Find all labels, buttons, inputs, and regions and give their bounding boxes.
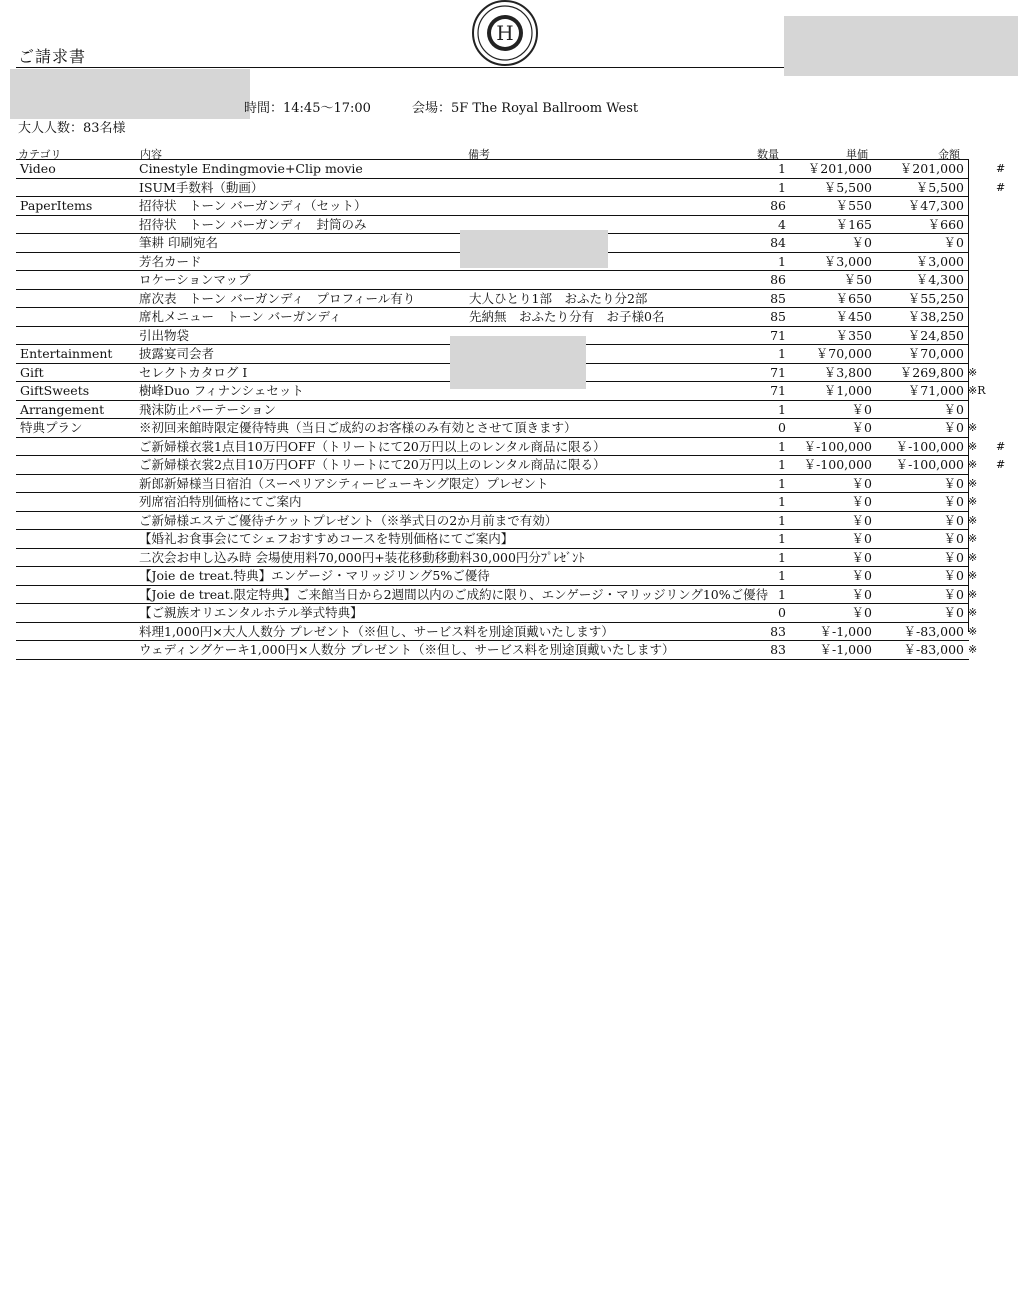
quantity-cell: 71	[770, 364, 786, 380]
remark-mark: ※	[968, 569, 978, 582]
remark-mark: ※	[968, 532, 978, 545]
category-cell: Entertainment	[20, 346, 113, 361]
unit-price-cell: ￥650	[835, 290, 872, 306]
quantity-cell: 1	[778, 438, 786, 454]
table-row	[16, 586, 978, 605]
table-row	[16, 290, 969, 309]
hash-mark: #	[996, 180, 1006, 194]
hash-mark: #	[996, 439, 1006, 453]
unit-price-cell: ￥165	[835, 216, 872, 232]
unit-price-cell: ￥350	[835, 327, 872, 343]
remark-mark: ※	[968, 624, 978, 638]
column-header-unit: 単価	[846, 148, 868, 161]
unit-price-cell: ￥-1,000	[819, 642, 872, 657]
item-cell: Cinestyle Endingmovie+Clip movie	[139, 161, 363, 176]
table-row	[16, 549, 978, 568]
table-row	[16, 271, 969, 290]
unit-price-cell: ￥-100,000	[803, 438, 872, 454]
remark-mark: ※	[968, 495, 978, 508]
table-row	[16, 567, 978, 586]
unit-price-cell: ￥50	[843, 272, 872, 287]
quantity-cell: 83	[770, 623, 786, 639]
amount-cell: ￥70,000	[907, 346, 964, 361]
table-row	[16, 623, 978, 642]
item-cell: 飛沫防止パーテーション	[139, 401, 277, 417]
amount-cell: ￥0	[943, 549, 964, 565]
quantity-cell: 1	[778, 586, 786, 602]
item-cell: 引出物袋	[139, 327, 190, 343]
amount-cell: ￥47,300	[907, 198, 964, 213]
unit-price-cell: ￥0	[851, 605, 872, 620]
column-header-note: 備考	[468, 148, 490, 161]
amount-cell: ￥201,000	[899, 161, 964, 176]
amount-cell: ￥0	[943, 494, 964, 509]
item-cell: 列席宿泊特別価格にてご案内	[139, 494, 302, 509]
unit-price-cell: ￥0	[851, 568, 872, 583]
item-cell: ウェディングケーキ1,000円×人数分 プレゼント（※但し、サービス料を別途頂戴いたします）	[139, 642, 675, 657]
redacted-box	[784, 16, 1018, 76]
event-venue: 会場：5F The Royal Ballroom West	[412, 101, 639, 116]
amount-cell: ￥4,300	[915, 272, 964, 287]
category-cell: Arrangement	[20, 401, 105, 417]
item-cell: 芳名カード	[139, 253, 202, 269]
unit-price-cell: ￥0	[851, 549, 872, 565]
amount-cell: ￥0	[943, 420, 964, 435]
column-header-item: 内容	[140, 148, 162, 161]
remark-mark: ※	[968, 458, 978, 471]
amount-cell: ￥71,000	[907, 383, 964, 398]
amount-cell: ￥24,850	[907, 327, 964, 343]
remark-mark: ※	[968, 643, 978, 656]
unit-price-cell: ￥0	[851, 401, 872, 417]
unit-price-cell: ￥-100,000	[803, 457, 872, 472]
table-row	[16, 438, 1006, 457]
item-cell: ご新婦様衣裳2点目10万円OFF（トリートにて20万円以上のレンタル商品に限る）	[139, 457, 606, 472]
unit-price-cell: ￥550	[835, 198, 872, 213]
amount-cell: ￥0	[943, 568, 964, 583]
unit-price-cell: ￥3,000	[823, 253, 872, 269]
event-time: 時間：14:45～17:00	[244, 101, 371, 116]
table-row	[16, 179, 1006, 198]
amount-cell: ￥0	[943, 512, 964, 528]
amount-cell: ￥3,000	[915, 253, 964, 269]
category-cell: Video	[20, 161, 56, 176]
unit-price-cell: ￥0	[851, 494, 872, 509]
quantity-cell: 86	[770, 198, 786, 213]
quantity-cell: 1	[778, 494, 786, 509]
amount-cell: ￥55,250	[907, 290, 964, 306]
item-cell: ロケーションマップ	[139, 272, 251, 287]
unit-price-cell: ￥201,000	[807, 161, 872, 176]
remark-mark: ※	[968, 476, 978, 490]
unit-price-cell: ￥0	[851, 420, 872, 435]
item-cell: ご新婦様エステご優待チケットプレゼント（※挙式日の2か月前まで有効）	[139, 512, 558, 528]
redacted-box	[450, 336, 586, 389]
quantity-cell: 85	[770, 309, 786, 324]
amount-cell: ￥-100,000	[895, 457, 964, 472]
table-row	[16, 604, 978, 623]
quantity-cell: 1	[778, 401, 786, 417]
table-row	[16, 475, 978, 494]
table-row	[16, 160, 1006, 179]
unit-price-cell: ￥0	[851, 531, 872, 546]
amount-cell: ￥269,800	[899, 364, 964, 380]
quantity-cell: 84	[770, 235, 786, 250]
item-cell: セレクトカタログ I	[139, 364, 248, 380]
item-cell: 招待状 トーン バーガンディ（セット）	[139, 198, 367, 213]
amount-cell: ￥-100,000	[895, 438, 964, 454]
table-row	[16, 401, 969, 420]
item-cell: ISUM手数料（動画）	[139, 179, 264, 195]
category-cell: 特典プラン	[20, 420, 83, 435]
item-cell: 招待状 トーン バーガンディ 封筒のみ	[139, 216, 367, 232]
item-cell: ※初回来館時限定優待特典（当日ご成約のお客様のみ有効とさせて頂きます）	[139, 420, 577, 435]
header-rule	[16, 67, 784, 68]
item-cell: ご新婦様衣裳1点目10万円OFF（トリートにて20万円以上のレンタル商品に限る）	[139, 438, 606, 454]
quantity-cell: 1	[778, 512, 786, 528]
quantity-cell: 1	[778, 549, 786, 565]
unit-price-cell: ￥1,000	[823, 383, 872, 398]
remark-mark: ※	[968, 439, 978, 453]
redacted-box	[10, 69, 250, 119]
item-cell: 筆耕 印刷宛名	[139, 235, 218, 250]
table-row	[16, 197, 969, 216]
remark-mark: ※	[968, 550, 978, 564]
quantity-cell: 0	[778, 605, 786, 620]
item-cell: 樹峰Duo フィナンシェセット	[139, 383, 304, 398]
quantity-cell: 1	[778, 531, 786, 546]
remark-mark: ※	[968, 513, 978, 527]
quantity-cell: 86	[770, 272, 786, 287]
table-row	[16, 419, 978, 438]
quantity-cell: 83	[770, 642, 786, 657]
quantity-cell: 4	[778, 216, 786, 232]
hotel-logo-emblem-icon	[470, 0, 540, 68]
table-row	[16, 456, 1006, 475]
table-row	[16, 493, 978, 512]
redacted-box	[460, 230, 608, 268]
remark-mark: ※R	[968, 384, 986, 397]
category-cell: PaperItems	[20, 198, 93, 213]
item-cell: 席次表 トーン バーガンディ プロフィール有り	[139, 290, 416, 306]
amount-cell: ￥5,500	[915, 179, 964, 195]
amount-cell: ￥-83,000	[903, 642, 964, 657]
hash-mark: #	[996, 162, 1006, 175]
guest-count: 大人人数：83名様	[18, 121, 126, 136]
note-cell: 大人ひとり1部 おふたり分2部	[469, 290, 648, 306]
amount-cell: ￥0	[943, 531, 964, 546]
unit-price-cell: ￥0	[851, 586, 872, 602]
quantity-cell: 85	[770, 290, 786, 306]
quantity-cell: 1	[778, 161, 786, 176]
amount-cell: ￥0	[943, 401, 964, 417]
item-cell: 披露宴司会者	[139, 346, 215, 361]
quantity-cell: 1	[778, 457, 786, 472]
unit-price-cell: ￥3,800	[823, 364, 872, 380]
item-cell: 【Joie de treat.特典】エンゲージ・マリッジリング5%ご優待	[139, 568, 490, 583]
item-cell: 新郎新婦様当日宿泊（スーペリアシティービューキング限定）プレゼント	[139, 475, 549, 491]
item-cell: 【婚礼お食事会にてシェフおすすめコースを特別価格にてご案内】	[139, 531, 514, 546]
remark-mark: ※	[968, 365, 978, 379]
amount-cell: ￥0	[943, 586, 964, 602]
amount-cell: ￥0	[943, 235, 964, 250]
quantity-cell: 1	[778, 346, 786, 361]
quantity-cell: 1	[778, 568, 786, 583]
item-cell: 【Joie de treat.限定特典】ご来館当日から2週間以内のご成約に限り、エンゲージ・マリッジリング10%ご優待	[139, 586, 769, 602]
note-cell: 先納無 おふたり分有 お子様0名	[469, 309, 665, 324]
category-cell: GiftSweets	[20, 383, 90, 398]
column-header-amount: 金額	[938, 148, 960, 161]
unit-price-cell: ￥70,000	[815, 346, 872, 361]
amount-cell: ￥-83,000	[903, 623, 964, 639]
column-header-category: カテゴリ	[18, 148, 62, 161]
amount-cell: ￥0	[943, 605, 964, 620]
column-header-qty: 数量	[757, 148, 779, 161]
remark-mark: ※	[968, 587, 978, 601]
document-title: ご請求書	[18, 47, 87, 66]
unit-price-cell: ￥450	[835, 309, 872, 324]
item-cell: 料理1,000円×大人人数分 プレゼント（※但し、サービス料を別途頂戴いたします）	[139, 623, 614, 639]
unit-price-cell: ￥0	[851, 475, 872, 491]
table-row	[16, 512, 978, 531]
category-cell: Gift	[20, 364, 44, 380]
quantity-cell: 0	[778, 420, 786, 435]
amount-cell: ￥38,250	[907, 309, 964, 324]
quantity-cell: 1	[778, 475, 786, 491]
unit-price-cell: ￥0	[851, 235, 872, 250]
table-row	[16, 308, 969, 327]
item-cell: 二次会お申し込み時 会場使用料70,000円+装花移動移動料30,000円分ﾌﾟﾚｾﾞﾝﾄ	[139, 549, 585, 565]
unit-price-cell: ￥-1,000	[819, 623, 872, 639]
item-cell: 席札メニュー トーン バーガンディ	[139, 309, 342, 324]
quantity-cell: 71	[770, 327, 786, 343]
hash-mark: #	[996, 458, 1006, 471]
item-cell: 【ご親族オリエンタルホテル挙式特典】	[139, 605, 363, 620]
unit-price-cell: ￥0	[851, 512, 872, 528]
logo-letter: H	[496, 21, 514, 45]
remark-mark: ※	[968, 421, 978, 434]
amount-cell: ￥0	[943, 475, 964, 491]
quantity-cell: 1	[778, 179, 786, 195]
table-row	[16, 530, 978, 549]
amount-cell: ￥660	[927, 216, 964, 232]
quantity-cell: 1	[778, 253, 786, 269]
quantity-cell: 71	[770, 383, 786, 398]
remark-mark: ※	[968, 606, 978, 619]
table-right-border	[968, 159, 969, 632]
unit-price-cell: ￥5,500	[823, 179, 872, 195]
table-row	[16, 641, 978, 660]
